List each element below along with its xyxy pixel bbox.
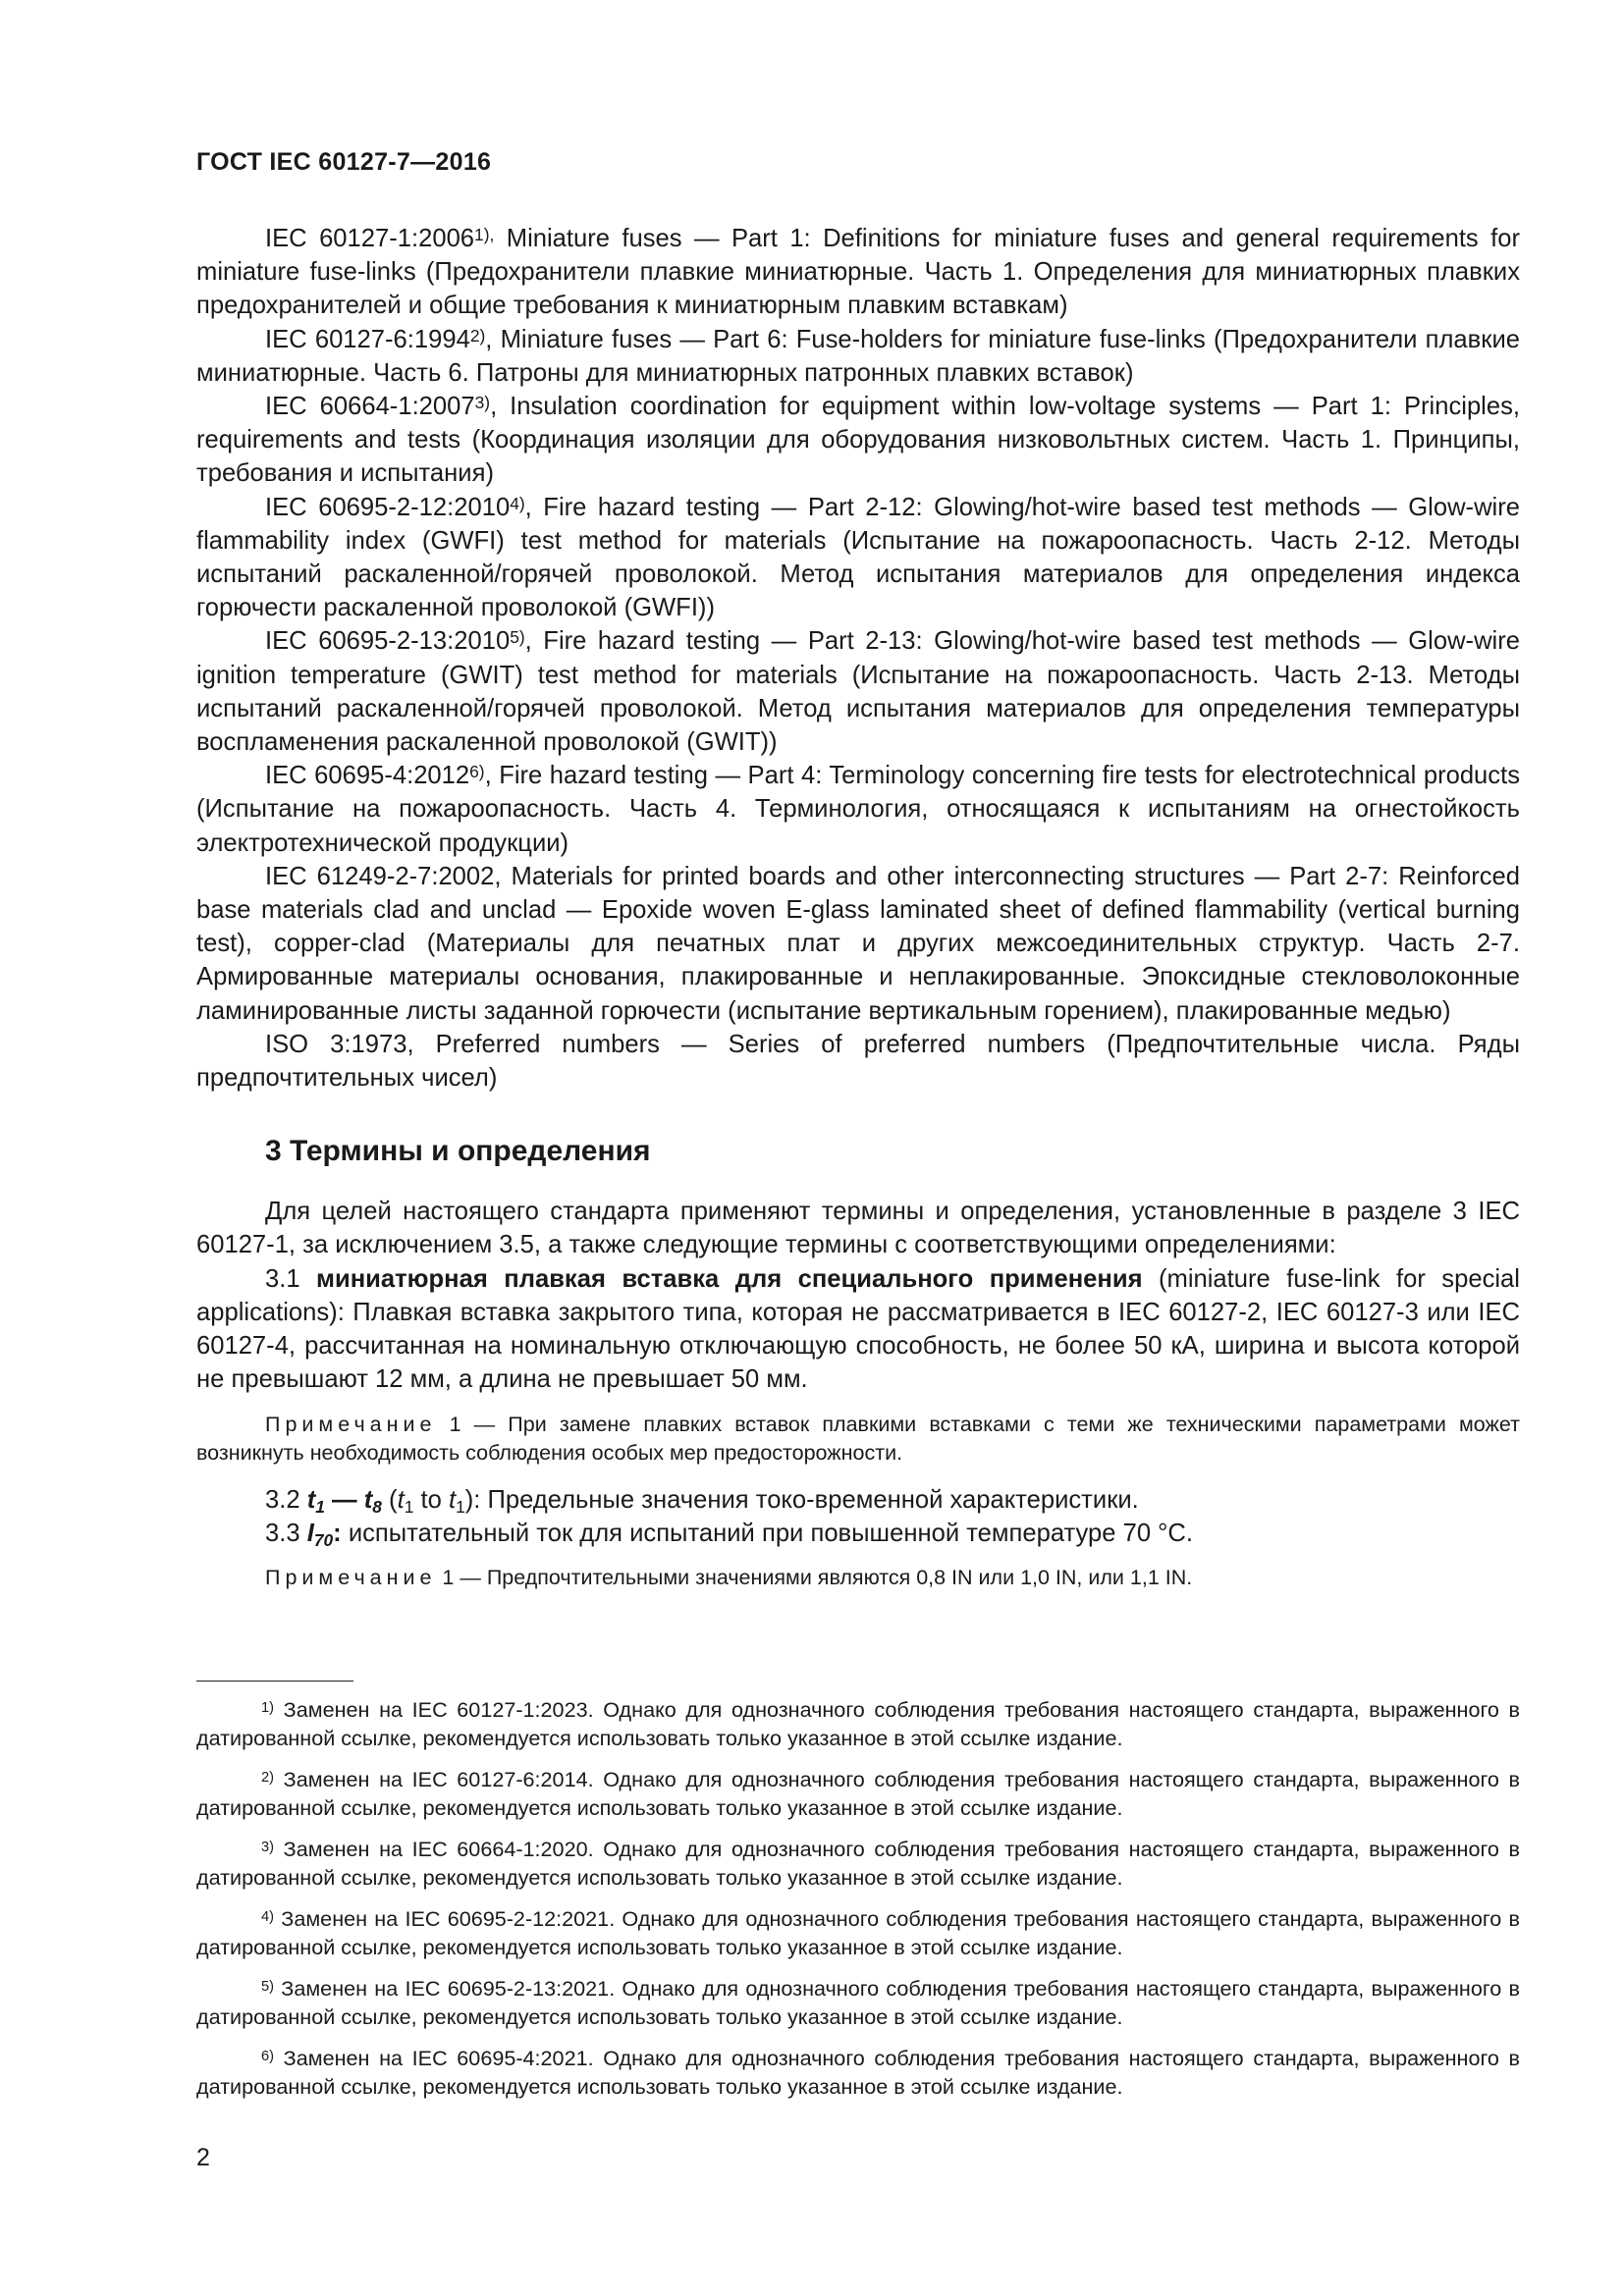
footnotes bbox=[196, 1681, 1520, 2113]
document-body bbox=[196, 222, 1520, 1592]
reference-text: , Fire hazard testing — Part 4: Terminology concerning fire tests for electrotechnical products (Испытание на пожароопасность. Часть 4. Терминология, относящаяся к испытаниям на огнестойкость электротехнической продукции) bbox=[196, 762, 1520, 857]
note-text: 1 — При замене плавких вставок плавкими вставками с теми же техническими параметрами может возникнуть необходимость соблюдения особых мер предосторожности. bbox=[196, 1412, 1520, 1465]
footnote-item bbox=[196, 1974, 1520, 2031]
footnote-text: Заменен на IEC 60664-1:2020. Однако для однозначного соблюдения требования настоящего стандарта, выраженного в датированной ссылке, рекомендуется использовать только указанное в этой ссылке издание. bbox=[196, 1837, 1520, 1890]
footnote-item bbox=[196, 1835, 1520, 1892]
reference-code: IEC 60695-2-12:2010 bbox=[265, 493, 511, 521]
definition-text: (miniature fuse-link for special applications): Плавкая вставка закрытого типа, которая не рассматривается в IEC 60127-2, IEC 60127-3 или IEC 60127-4, рассчитанная на номинальную отключающую способность, не более 50 кА, ширина и высота которой не превышают 12 мм, а длина не превышает 50 мм. bbox=[196, 1264, 1520, 1394]
definition-number: 3.1 bbox=[265, 1264, 317, 1293]
note bbox=[196, 1411, 1520, 1468]
reference-item bbox=[196, 759, 1520, 860]
symbol-t1-italic: t bbox=[397, 1485, 405, 1514]
reference-item bbox=[196, 222, 1520, 323]
footnote-mark: 2) bbox=[261, 1769, 275, 1786]
footnote-ref[interactable]: 3) bbox=[474, 392, 491, 412]
footnote-ref[interactable]: 1), bbox=[474, 224, 495, 244]
note-text: 1 — Предпочтительными значениями являются 0,8 IN или 1,0 IN, или 1,1 IN. bbox=[436, 1565, 1193, 1589]
symbol-t1: $t_1$ bbox=[306, 1485, 325, 1517]
page-number: 2 bbox=[196, 2144, 210, 2171]
reference-code: IEC 60695-2-13:2010 bbox=[265, 627, 511, 656]
footnote-text: Заменен на IEC 60695-2-13:2021. Однако для однозначного соблюдения требования настоящего стандарта, выраженного в датированной ссылке, рекомендуется использовать только указанное в этой ссылке издание. bbox=[196, 1976, 1520, 2029]
footnote-ref[interactable]: 2) bbox=[469, 325, 486, 346]
reference-text: , Insulation coordination for equipment within low-voltage systems — Part 1: Principles, requirements and tests (Координация изоляции для оборудования низковольтных систем. Часть 1. Принципы, требования и испытания) bbox=[196, 393, 1521, 488]
footnote-item bbox=[196, 1765, 1520, 1822]
footnote-ref[interactable]: 6) bbox=[469, 762, 485, 782]
footnote-text: Заменен на IEC 60695-2-12:2021. Однако для однозначного соблюдения требования настоящего стандарта, выраженного в датированной ссылке, рекомендуется использовать только указанное в этой ссылке издание. bbox=[196, 1906, 1520, 1959]
note-label: Примечание bbox=[265, 1565, 437, 1589]
reference-item bbox=[196, 390, 1520, 491]
reference-item bbox=[196, 491, 1520, 625]
definition-3-1 bbox=[196, 1262, 1520, 1397]
footnote-mark: 1) bbox=[261, 1699, 275, 1716]
symbol-t8: $t_8$ bbox=[363, 1485, 382, 1517]
symbol-t1-italic: t bbox=[448, 1485, 457, 1514]
reference-text: , Materials for printed boards and other interconnecting structures — Part 2-7: Reinforced base materials clad and unclad — Epoxide woven E-glass laminated sheet of defined flammability (vertical burning test), copper-clad (Материалы для печатных плат и других межсоединительных структур. Часть 2-7. Армированные материалы основания, плакированные и неплакированные. Эпоксидные стекловолоконные ламинированные листы заданной горючести (испытание вертикальным горением), плакированные медью) bbox=[196, 862, 1520, 1025]
symbol-i70: $I_{70}$ bbox=[306, 1519, 334, 1550]
definition-3-2: 3.2 $t_1$ — $t_8$ ($t_1$ to $t_1$): Предельные значения токо-временной характеристики. bbox=[265, 1485, 1139, 1517]
reference-item bbox=[196, 1028, 1520, 1095]
footnote-text: Заменен на IEC 60127-1:2023. Однако для однозначного соблюдения требования настоящего стандарта, выраженного в датированной ссылке, рекомендуется использовать только указанное в этой ссылке издание. bbox=[196, 1697, 1520, 1750]
document-header-title: ГОСТ IEC 60127-7—2016 bbox=[196, 148, 492, 176]
definition-number: 3.2 bbox=[265, 1485, 307, 1514]
footnote-text: Заменен на IEC 60695-4:2021. Однако для однозначного соблюдения требования настоящего стандарта, выраженного в датированной ссылке, рекомендуется использовать только указанное в этой ссылке издание. bbox=[196, 2046, 1520, 2099]
footnote-item bbox=[196, 1695, 1520, 1752]
footnote-ref[interactable]: 5) bbox=[510, 627, 525, 648]
footnote-mark: 3) bbox=[261, 1839, 275, 1855]
reference-code: IEC 60695-4:2012 bbox=[265, 762, 470, 790]
section-intro: Для целей настоящего стандарта применяют термины и определения, установленные в разделе 3 IEC 60127-1, за исключением 3.5, а также следующие термины с соответствующими определениями: bbox=[196, 1198, 1520, 1259]
footnote-divider bbox=[196, 1681, 353, 1682]
section-heading: 3 Термины и определения bbox=[265, 1135, 651, 1168]
reference-text: Miniature fuses — Part 1: Definitions for miniature fuses and general requirements for miniature fuse-links (Предохранители плавкие миниатюрные. Часть 1. Определения для миниатюрных плавких предохранителей и общие требования к миниатюрным плавким вставкам) bbox=[196, 225, 1520, 320]
reference-code: ISO 3:1973 bbox=[265, 1030, 407, 1058]
footnote-mark: 5) bbox=[261, 1978, 275, 1995]
definition-3-3: 3.3 $I_{70}$: испытательный ток для испытаний при повышенной температуре 70 °C. bbox=[265, 1519, 1193, 1550]
reference-item bbox=[196, 323, 1520, 390]
definition-text: ): Предельные значения токо-временной характеристики. bbox=[464, 1485, 1139, 1514]
reference-text: , Miniature fuses — Part 6: Fuse-holders for miniature fuse-links (Предохранители плавкие миниатюрные. Часть 6. Патроны для миниатюрных патронных плавких вставок) bbox=[196, 325, 1520, 387]
footnote-mark: 6) bbox=[261, 2048, 275, 2064]
reference-code: IEC 60127-6:1994 bbox=[265, 325, 470, 353]
reference-code: IEC 60127-1:2006 bbox=[265, 225, 475, 252]
reference-text: , Fire hazard testing — Part 2-13: Glowing/hot-wire based test methods — Glow-wire ignition temperature (GWIT) test method for materials (Испытание на пожароопасность. Часть 2-13. Методы испытаний раскаленной/горячей проволокой. Метод испытания материалов для определения температуры воспламенения раскаленной проволокой (GWIT)) bbox=[196, 627, 1521, 757]
symbol-dash: — bbox=[324, 1485, 364, 1514]
definition-text: испытательный ток для испытаний при повышенной температуре 70 °C. bbox=[341, 1519, 1193, 1547]
footnote-item bbox=[196, 1904, 1520, 1961]
note bbox=[196, 1564, 1520, 1592]
reference-text: , Fire hazard testing — Part 2-12: Glowing/hot-wire based test methods — Glow-wire flammability index (GWFI) test method for materials (Испытание на пожароопасность. Часть 2-12. Методы испытаний раскаленной/горячей проволокой. Метод испытания материалов для определения индекса горючести раскаленной проволокой (GWFI)) bbox=[196, 493, 1521, 622]
reference-text: , Preferred numbers — Series of preferred numbers (Предпочтительные числа. Ряды предпочтительных чисел) bbox=[196, 1030, 1520, 1093]
definition-number: 3.3 bbox=[265, 1519, 307, 1547]
definition-term: миниатюрная плавкая вставка для специального применения bbox=[316, 1264, 1143, 1293]
reference-item bbox=[196, 624, 1520, 759]
footnote-ref[interactable]: 4) bbox=[510, 493, 525, 513]
reference-item bbox=[196, 860, 1520, 1028]
note-label: Примечание bbox=[265, 1412, 437, 1436]
reference-code: IEC 60664-1:2007 bbox=[265, 393, 475, 421]
footnote-mark: 4) bbox=[261, 1908, 275, 1925]
reference-code: IEC 61249-2-7:2002 bbox=[265, 862, 495, 890]
footnote-item bbox=[196, 2044, 1520, 2101]
footnote-text: Заменен на IEC 60127-6:2014. Однако для однозначного соблюдения требования настоящего стандарта, выраженного в датированной ссылке, рекомендуется использовать только указанное в этой ссылке издание. bbox=[196, 1767, 1520, 1820]
